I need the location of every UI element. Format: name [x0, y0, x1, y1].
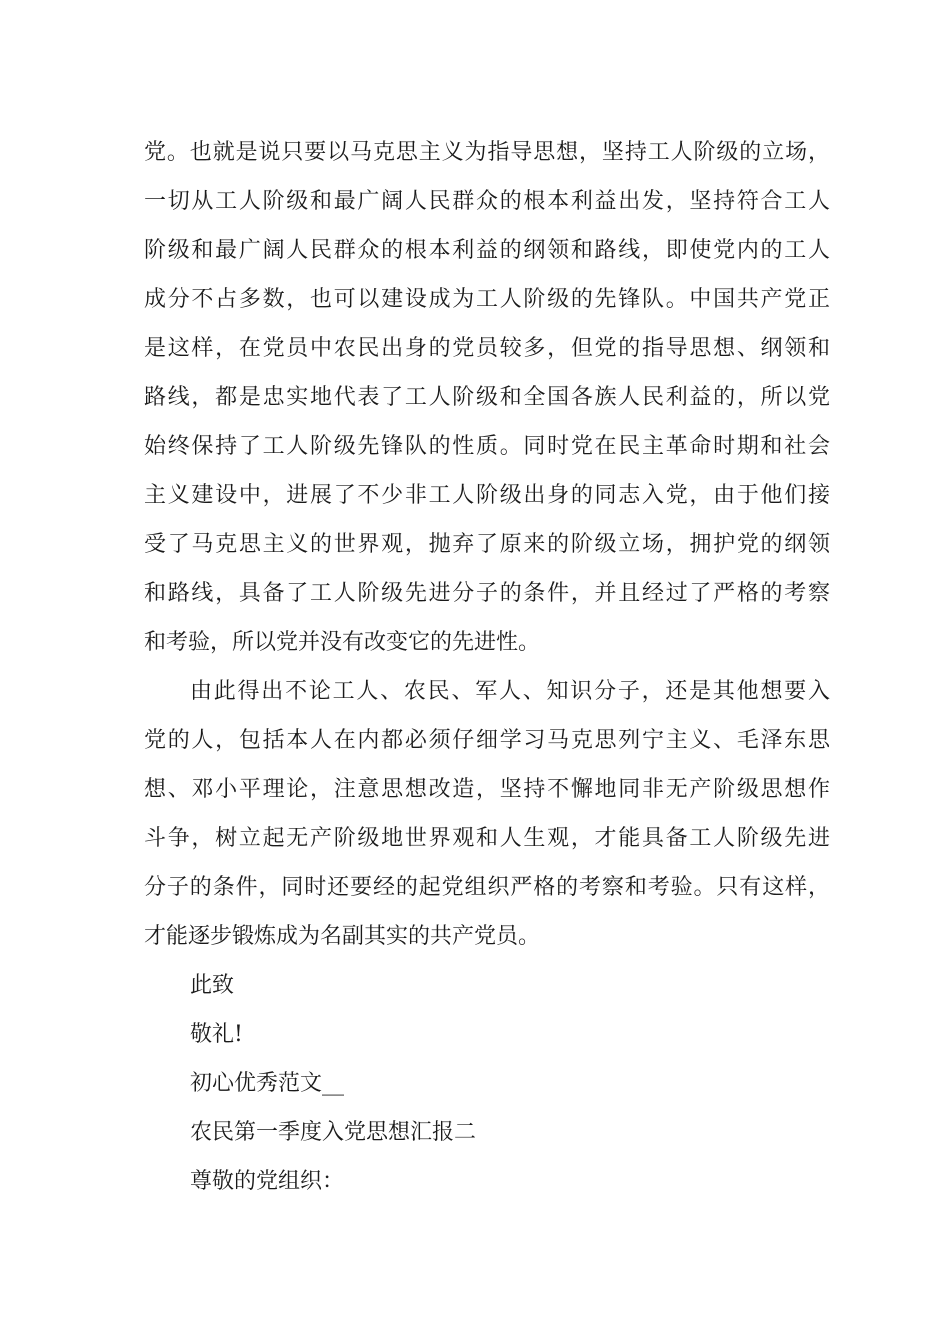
text-line: 路线，都是忠实地代表了工人阶级和全国各族人民利益的，所以党: [144, 385, 830, 410]
text-line: 党。也就是说只要以马克思主义为指导思想，坚持工人阶级的立场，: [144, 140, 830, 165]
text-line: 是这样，在党员中农民出身的党员较多，但党的指导思想、纲领和: [144, 336, 830, 361]
document-body: [144, 128, 830, 1206]
text-line: 阶级和最广阔人民群众的根本利益的纲领和路线，即使党内的工人: [144, 238, 830, 263]
paragraph-2: [144, 667, 830, 961]
salutation: 此致: [190, 973, 235, 998]
text-line: 才能逐步锻炼成为名副其实的共产党员。: [144, 924, 541, 949]
text-line: 斗争，树立起无产阶级地世界观和人生观，才能具备工人阶级先进: [144, 826, 830, 851]
text-line: 主义建设中，进展了不少非工人阶级出身的同志入党，由于他们接: [144, 483, 830, 508]
text-line: 由此得出不论工人、农民、军人、知识分子，还是其他想要入: [190, 679, 830, 704]
respect-line: 敬礼!: [190, 1022, 243, 1047]
signature: 初心优秀范文__: [190, 1071, 345, 1096]
text-line: 和考验，所以党并没有改变它的先进性。: [144, 630, 541, 655]
text-line: 始终保持了工人阶级先锋队的性质。同时党在民主革命时期和社会: [144, 434, 830, 459]
paragraph-1: [144, 128, 830, 667]
next-section-title: 农民第一季度入党思想汇报二: [190, 1120, 477, 1145]
text-line: 想、邓小平理论，注意思想改造，坚持不懈地同非无产阶级思想作: [144, 777, 830, 802]
text-line: 受了马克思主义的世界观，抛弃了原来的阶级立场，拥护党的纲领: [144, 532, 830, 557]
text-line: 成分不占多数，也可以建设成为工人阶级的先锋队。中国共产党正: [144, 287, 830, 312]
text-line: 一切从工人阶级和最广阔人民群众的根本利益出发，坚持符合工人: [144, 189, 830, 214]
text-line: 分子的条件，同时还要经的起党组织严格的考察和考验。只有这样，: [144, 875, 830, 900]
text-line: 和路线，具备了工人阶级先进分子的条件，并且经过了严格的考察: [144, 581, 830, 606]
closing-section: [144, 961, 830, 1206]
text-line: 党的人，包括本人在内都必须仔细学习马克思列宁主义、毛泽东思: [144, 728, 830, 753]
next-section-greeting: 尊敬的党组织：: [190, 1169, 345, 1194]
